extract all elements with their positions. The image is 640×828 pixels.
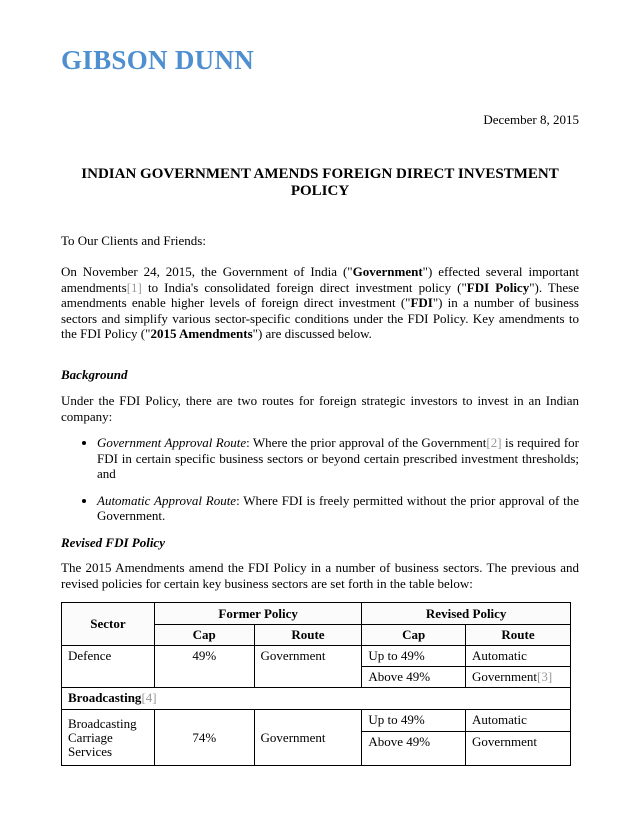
cell: Broadcasting[4] — [62, 688, 571, 710]
background-heading: Background — [61, 366, 128, 382]
header-cap: Cap — [154, 625, 254, 646]
cell: Government — [254, 710, 362, 766]
table-row — [62, 688, 571, 710]
header-cap: Cap — [362, 625, 466, 646]
header-route: Route — [254, 625, 362, 646]
header-revised-policy: Revised Policy — [362, 603, 571, 625]
footnote-link-3[interactable]: [3] — [537, 669, 553, 684]
footnote-link-2[interactable]: [2] — [486, 435, 502, 450]
cell: Government — [254, 646, 362, 688]
footnote-link-4[interactable]: [4] — [141, 690, 157, 705]
header-sector: Sector — [62, 603, 155, 646]
cell: Up to 49% — [362, 646, 466, 667]
date: December 8, 2015 — [483, 112, 579, 127]
routes-paragraph: Under the FDI Policy, there are two routes for foreign strategic investors to invest in an Indian company: — [61, 393, 579, 424]
cell: Government[3] — [466, 667, 571, 688]
table-row — [62, 710, 571, 732]
cell: Defence — [62, 646, 155, 688]
cell: Above 49% — [362, 732, 466, 766]
cell: Automatic — [466, 710, 571, 732]
cell: Government — [466, 732, 571, 766]
salutation: To Our Clients and Friends: — [61, 232, 206, 248]
revised-heading: Revised FDI Policy — [61, 534, 165, 550]
cell: Automatic — [466, 646, 571, 667]
gibson-dunn-logo: GIBSON DUNN — [61, 45, 255, 75]
list-item: • Automatic Approval Route: Where FDI is freely permitted without the prior approval of the Government. — [97, 493, 579, 524]
footnote-link-1[interactable]: [1] — [126, 279, 142, 295]
header-route: Route — [466, 625, 571, 646]
document-body — [61, 0, 579, 766]
cell: 74% — [154, 710, 254, 766]
intro-paragraph: On November 24, 2015, the Government of India ("Government") effected several important amendments[1] to India's consolidated foreign direct investment policy ("FDI Policy"). These amendments enable higher levels of foreign direct investment ("FDI") in a number of business sectors and simplify various sector-specific conditions under the FDI Policy. Key amendments to the FDI Policy ("2015 Amendments") are discussed below. — [61, 264, 580, 341]
table-intro-paragraph: The 2015 Amendments amend the FDI Policy in a number of business sectors. The previous and revised policies for certain key business sectors are set forth in the table below: — [61, 560, 579, 591]
document-title: INDIAN GOVERNMENT AMENDS FOREIGN DIRECT INVESTMENT POLICY — [81, 165, 559, 199]
cell: 49% — [154, 646, 254, 688]
cell: Up to 49% — [362, 710, 466, 732]
table-row — [62, 646, 571, 667]
header-former-policy: Former Policy — [154, 603, 361, 625]
policy-table — [61, 602, 571, 766]
routes-list — [61, 435, 579, 524]
cell: Above 49% — [362, 667, 466, 688]
list-item: • Government Approval Route: Where the prior approval of the Government[2] is required for FDI in certain specific business sectors or beyond certain prescribed investment thresholds; and — [97, 435, 579, 482]
cell: Broadcasting Carriage Services — [62, 710, 155, 766]
